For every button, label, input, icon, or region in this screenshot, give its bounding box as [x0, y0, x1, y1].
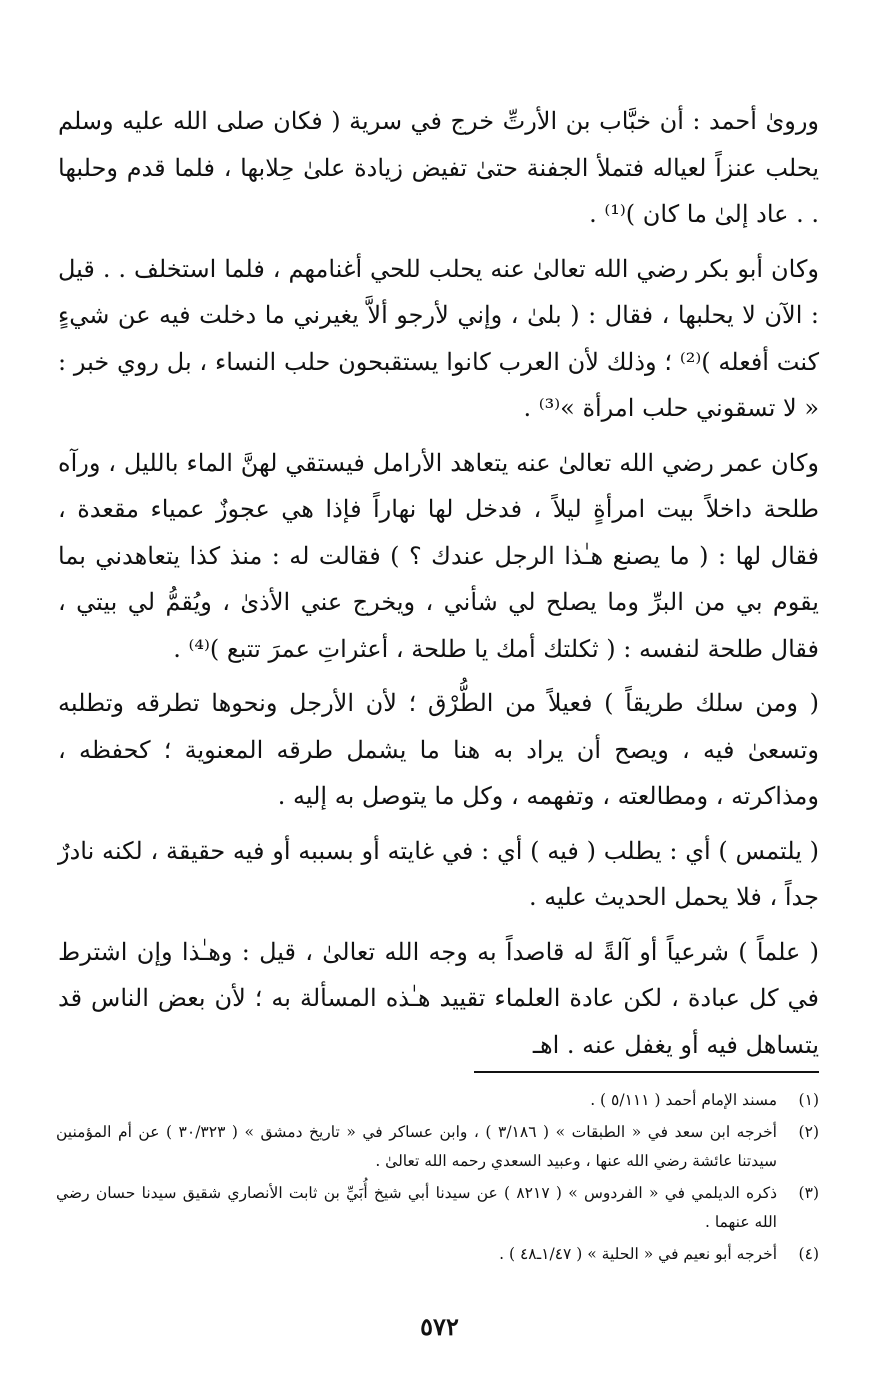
footnote-number: (٣)	[798, 1184, 819, 1202]
paragraph-2: وكان أبو بكر رضي الله تعالىٰ عنه يحلب للحي أغنامهم ، فلما استخلف . . قيل : الآن لا يحلبها ، فقال : ( بلىٰ ، وإني لأرجو ألاَّ يغيرني ما دخلت فيه عن شيءٍ كنت أفعله )⁽²⁾ ؛ وذلك لأن العرب كانوا يستقبحون حلب النساء ، بل روي خبر : « لا تسقوني حلب امرأة »⁽³⁾ .	[58, 254, 820, 422]
footnote-number: (٢)	[798, 1123, 819, 1141]
paragraph-1: وروىٰ أحمد : أن خبَّاب بن الأرتِّ خرج في سرية ( فكان صلى الله عليه وسلم يحلب عنزاً لعياله فتملأ الجفنة حتىٰ تفيض زيادة علىٰ حِلابها ، فلما قدم وحلبها . . عاد إلىٰ ما كان )⁽¹⁾ .	[58, 107, 819, 228]
footnotes	[56, 1086, 819, 1272]
footnote-divider	[474, 1071, 819, 1073]
footnote	[56, 1179, 819, 1237]
footnote-number: (١)	[798, 1091, 819, 1109]
footnote-text: ذكره الديلمي في « الفردوس » ( ٨٢١٧ ) عن سيدنا أبي شيخ أُبَيِّ بن ثابت الأنصاري شقيق سيدنا حسان رضي الله عنهما .	[56, 1184, 777, 1231]
footnote-number: (٤)	[798, 1245, 819, 1263]
footnote-text: أخرجه ابن سعد في « الطبقات » ( ٣/١٨٦ ) ، وابن عساكر في « تاريخ دمشق » ( ٣٠/٣٢٣ ) عن أم المؤمنين سيدتنا عائشة رضي الله عنها ، وعبيد السعدي رحمه الله تعالىٰ .	[56, 1123, 777, 1170]
main-text	[58, 98, 819, 1076]
footnote	[56, 1086, 819, 1115]
page-number: ٥٧٢	[420, 1312, 459, 1341]
paragraph-4: ( ومن سلك طريقاً ) فعيلاً من الطُّرْق ؛ لأن الأرجل ونحوها تطرقه وتطلبه وتسعىٰ فيه ، ويصح أن يراد به هنا ما يشمل طرقه المعنوية ؛ كحفظه ، ومذاكرته ، ومطالعته ، وتفهمه ، وكل ما يتوصل به إليه .	[58, 689, 819, 810]
footnote	[56, 1118, 819, 1176]
footnote	[56, 1240, 819, 1269]
paragraph-3: وكان عمر رضي الله تعالىٰ عنه يتعاهد الأرامل فيستقي لهنَّ الماء بالليل ، ورآه طلحة داخلاً بيت امرأةٍ ليلاً ، فدخل لها نهاراً فإذا هي عجوزٌ عمياء مقعدة ، فقال لها : ( ما يصنع هـٰذا الرجل عندك ؟ ) فقالت له : منذ كذا يتعاهدني بما يقوم بي من البرِّ وما يصلح لي شأني ، ويخرج عني الأذىٰ ، ويُقمُّ لي بيتي ، فقال طلحة لنفسه : ( ثكلتك أمك يا طلحة ، أعثراتِ عمرَ تتبع )⁽⁴⁾ .	[58, 448, 819, 663]
paragraph-6: ( علماً ) شرعياً أو آلةً له قاصداً به وجه الله تعالىٰ ، قيل : وهـٰذا وإن اشترط في كل عبادة ، لكن عادة العلماء تقييد هـٰذه المسألة به ؛ لأن بعض الناس قد يتساهل فيه أو يغفل عنه . اهـ	[58, 937, 820, 1059]
footnote-text: أخرجه أبو نعيم في « الحلية » ( ١/٤٧ـ٤٨ ) .	[499, 1245, 777, 1263]
footnote-text: مسند الإمام أحمد ( ٥/١١١ ) .	[590, 1091, 777, 1109]
paragraph-5: ( يلتمس ) أي : يطلب ( فيه ) أي : في غايته أو بسببه أو فيه حقيقة ، لكنه نادرٌ جداً ، فلا يحمل الحديث عليه .	[58, 836, 819, 911]
